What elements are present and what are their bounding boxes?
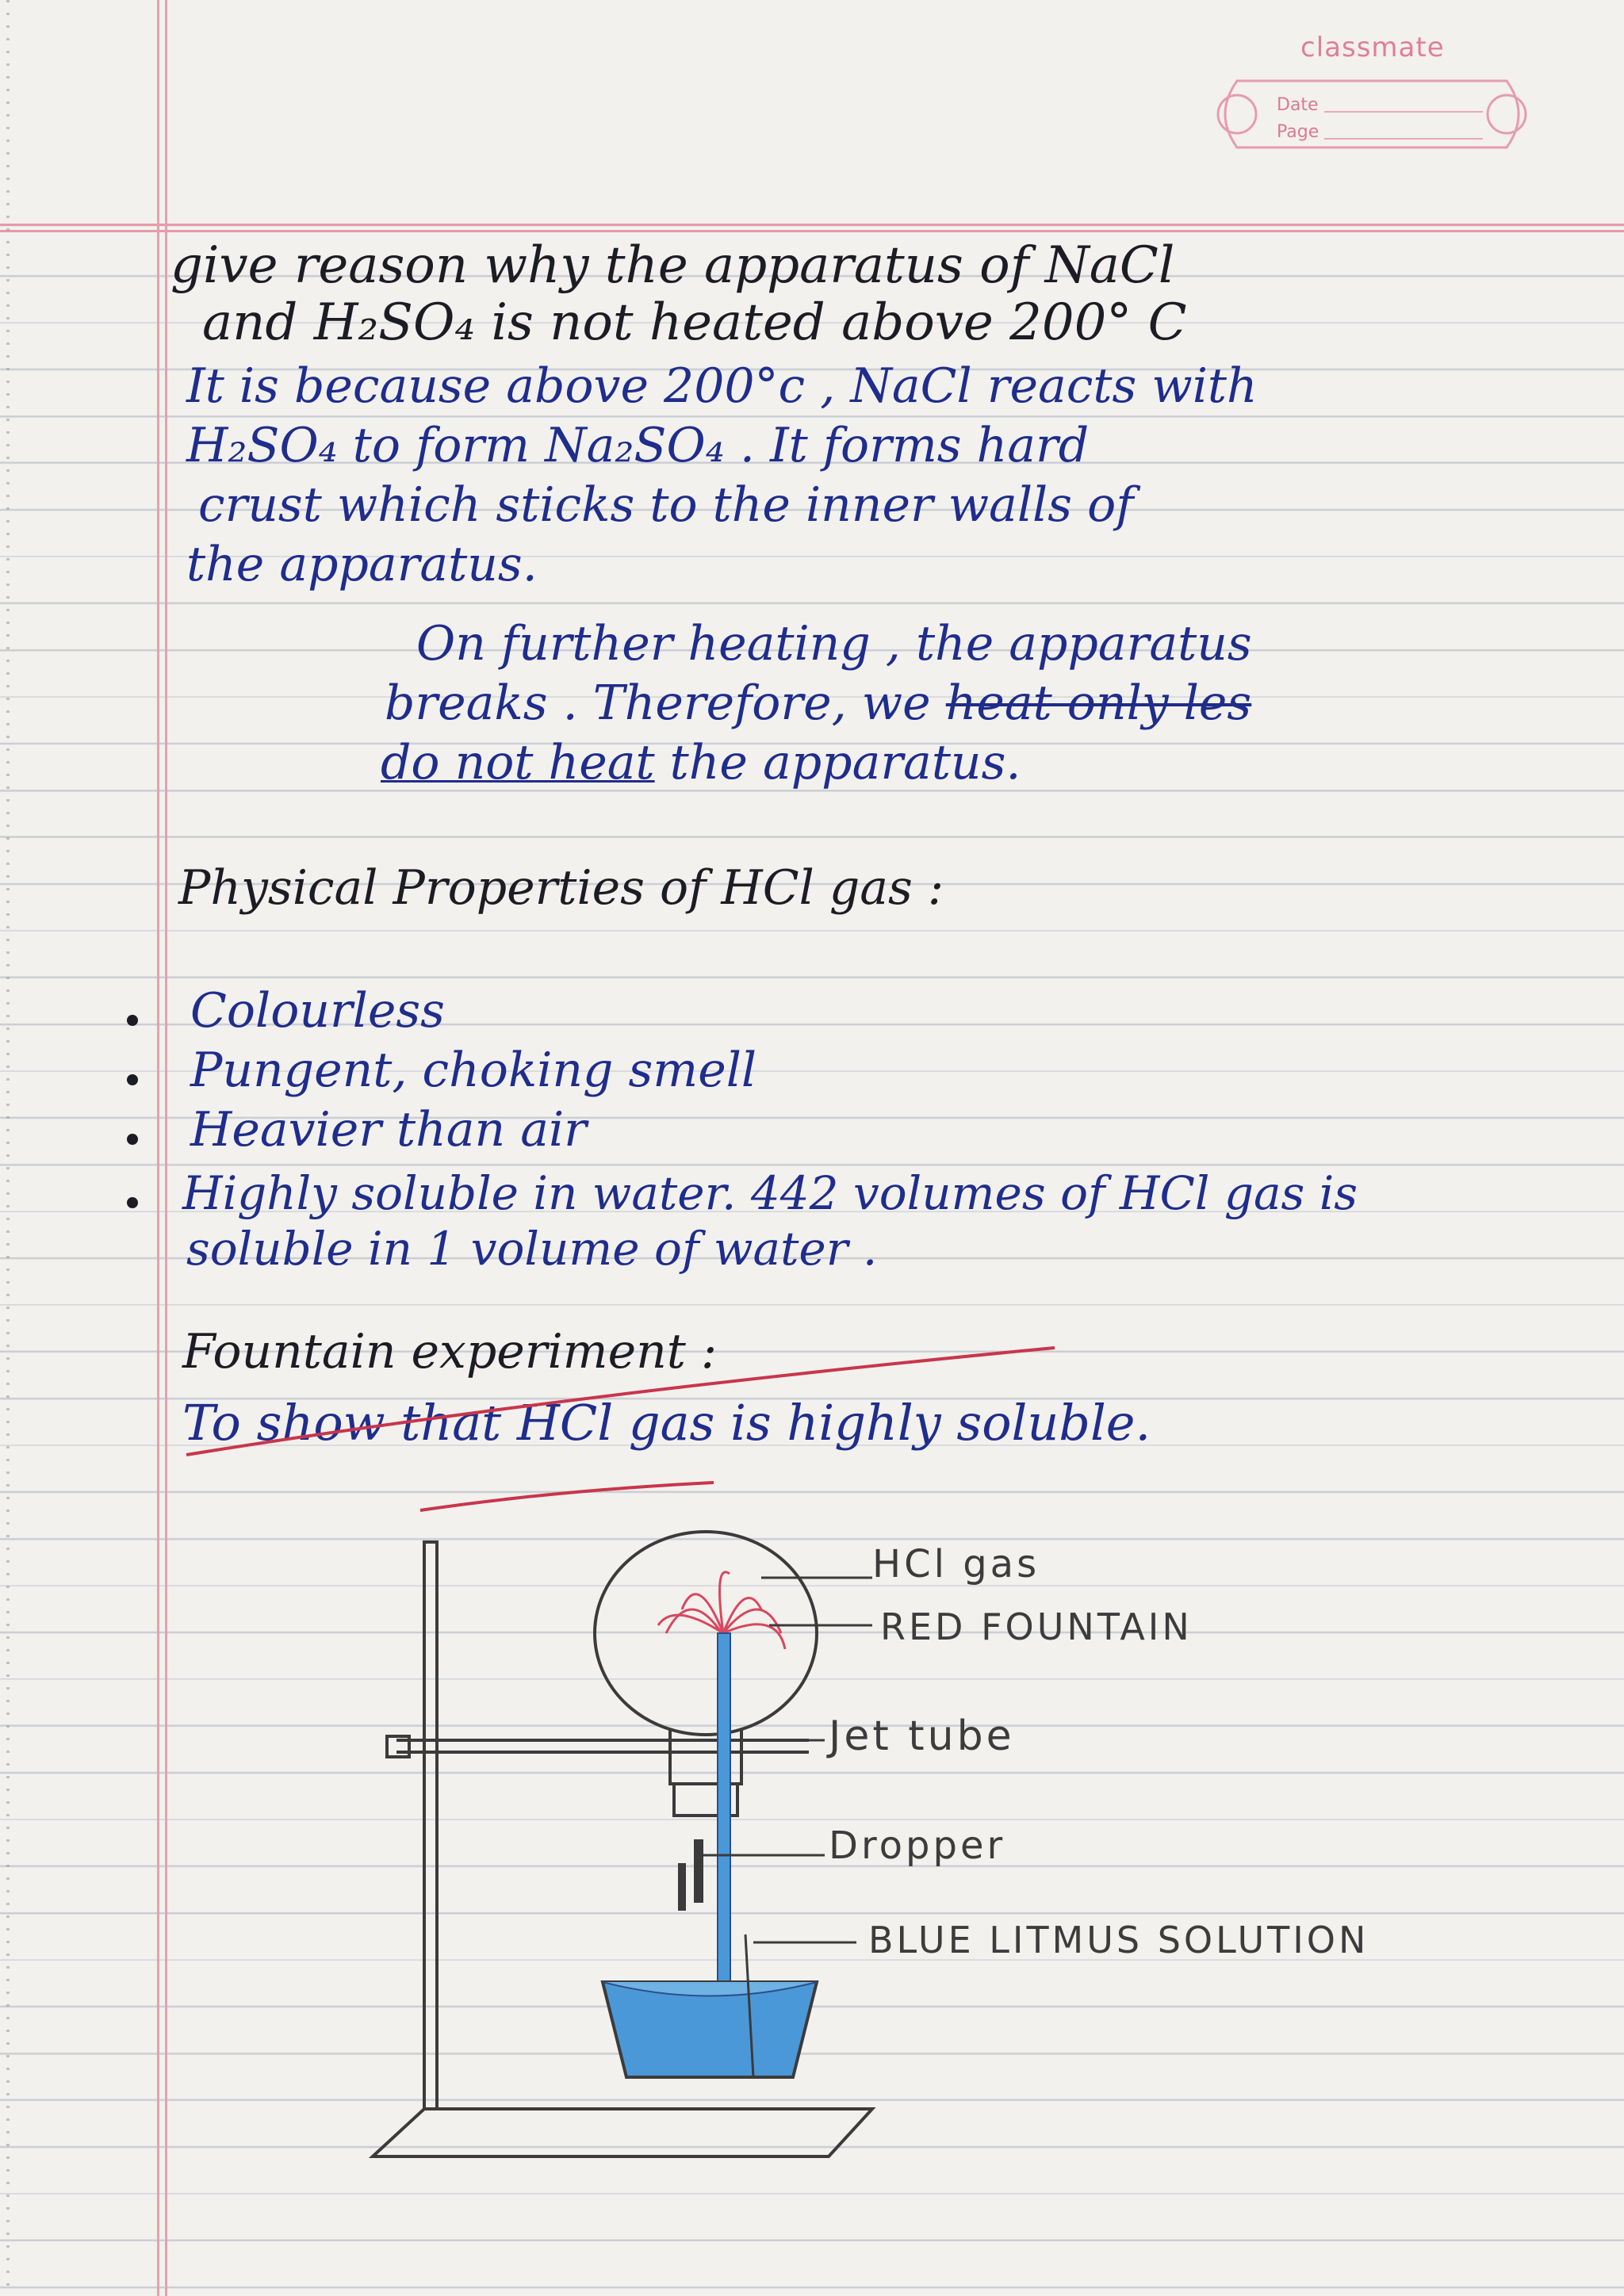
struck-words: heat only les [945,675,1252,731]
properties-heading: Physical Properties of HCl gas : [178,860,944,916]
dropper [678,1839,703,1911]
red-underline [186,1348,1055,1455]
answer-line-6-text: breaks . Therefore, we [385,675,931,731]
fountain-aim: To show that HCl gas is highly soluble. [182,1394,1151,1452]
trough [603,1934,817,2077]
property-item: Colourless [190,983,445,1039]
red-underline-2 [420,1483,714,1510]
flask [595,1532,817,1816]
label-jet-tube: Jet tube [829,1712,1015,1760]
fountain-heading: Fountain experiment : [182,1324,718,1380]
flask-bulb [595,1532,817,1735]
jet-tube [718,1633,730,2014]
label-dropper: Dropper [829,1823,1006,1868]
label-hcl-gas: HCl gas [872,1542,1040,1586]
answer-line-7-text: the apparatus. [654,735,1021,790]
answer-line-2: H₂SO₄ to form Na₂SO₄ . It forms hard [186,418,1090,473]
answer-line-4: the apparatus. [186,537,538,592]
date-label: Date [1277,95,1319,115]
property-item: Pungent, choking smell [190,1043,757,1098]
property-item: Heavier than air [190,1102,587,1158]
answer-line-3: crust which sticks to the inner walls of [198,477,1134,533]
answer-line-1: It is because above 200°c , NaCl reacts with [186,358,1258,414]
underlined-words: do not heat [381,735,655,790]
property-item-continued: soluble in 1 volume of water . [186,1222,878,1276]
brand-logo: classmate [1300,32,1445,63]
label-blue-litmus: BLUE LITMUS SOLUTION [868,1919,1369,1961]
label-red-fountain: RED FOUNTAIN [880,1605,1193,1648]
answer-line-5: On further heating , the apparatus [416,616,1252,672]
question-line-1: give reason why the apparatus of NaCl [170,236,1175,295]
stand-base [373,2109,872,2156]
question-line-2: and H₂SO₄ is not heated above 200° C [202,293,1187,352]
property-item: Highly soluble in water. 442 volumes of HCl gas is [182,1166,1358,1220]
page-label: Page [1277,122,1320,142]
stand-rod [424,1542,437,2109]
